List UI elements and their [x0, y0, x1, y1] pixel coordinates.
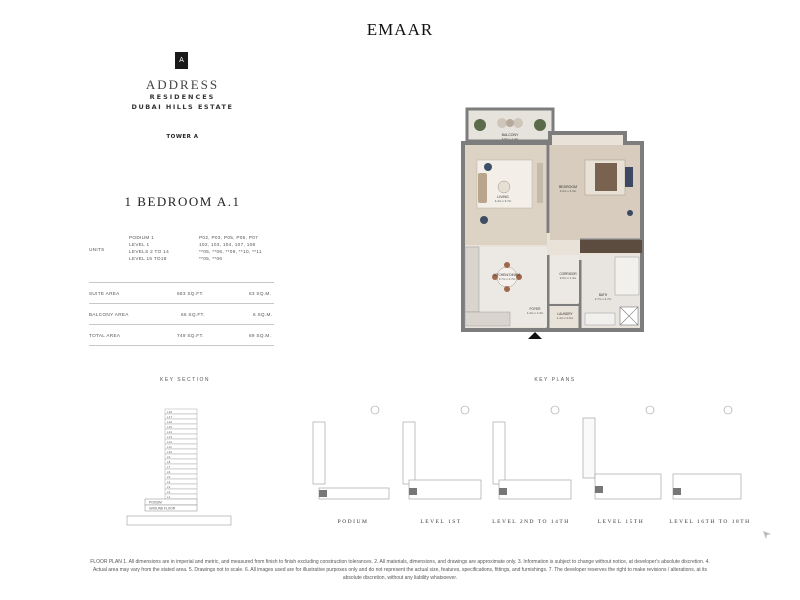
north-icon — [371, 406, 379, 414]
key-plan-label: LEVEL 1ST — [420, 519, 462, 525]
floor-label: L15 — [167, 424, 173, 429]
key-plan-label: LEVEL 2ND TO 14TH — [492, 519, 570, 525]
tv-unit — [537, 163, 543, 203]
balcony-chairs-icon — [497, 118, 523, 128]
bedroom-dims: 4.0m x 4.3m — [559, 189, 577, 193]
key-plan-label: PODIUM — [337, 519, 369, 525]
area-sqft: 683 SQ.FT. — [177, 291, 204, 296]
area-sqm: 63 SQ.M. — [249, 291, 272, 296]
area-row-total — [89, 332, 274, 339]
shower-icon — [615, 257, 639, 295]
divider — [89, 303, 274, 304]
unit-number-row: **05, **06 — [199, 256, 223, 261]
floor-label: L6 — [167, 469, 171, 474]
unit-level: LEVEL 1 — [129, 242, 150, 247]
floor-label: L1 — [167, 494, 171, 499]
floor-label: L18 — [167, 409, 173, 414]
divider — [89, 282, 274, 283]
area-label: TOTAL AREA — [89, 333, 121, 338]
key-section-diagram — [125, 405, 235, 527]
area-sqm: 6 SQ.M. — [253, 312, 273, 317]
area-sqft: 749 SQ.FT. — [177, 333, 204, 338]
armchair-icon — [484, 163, 492, 171]
floor-label: L7 — [167, 464, 171, 469]
area-label: BALCONY AREA — [89, 312, 129, 317]
wardrobe — [580, 240, 642, 253]
highlight-unit — [319, 490, 327, 497]
living-label: LIVING — [497, 195, 509, 199]
floor-plan — [455, 105, 650, 345]
floor-label: L11 — [167, 444, 172, 449]
living-dims: 4.4m x 3.7m — [494, 199, 512, 203]
floor-label: L8 — [167, 459, 171, 464]
key-plan-label: LEVEL 16TH TO 18TH — [669, 519, 751, 525]
unit-numbers — [199, 234, 262, 262]
stool-icon — [627, 210, 633, 216]
bath-label: BATH — [598, 293, 608, 297]
unit-title: 1 BEDROOM A.1 — [124, 194, 241, 209]
balcony-label: BALCONY — [501, 133, 519, 137]
foyer-dims: 1.4m x 1.3m — [526, 311, 544, 315]
highlight-unit — [673, 488, 681, 495]
project-name: ADDRESS — [145, 77, 220, 92]
kitchen-label: KITCHEN/ DINING — [493, 273, 521, 277]
kitchen-counter-bottom — [465, 312, 510, 326]
address-logo-icon: A — [175, 52, 188, 69]
unit-level: PODIUM 1 — [129, 235, 155, 240]
laundry-label: LAUNDRY — [557, 312, 573, 316]
unit-level: LEVELS 2 TO 14 — [129, 249, 169, 254]
balcony-dims: 6.8m x 1.4m — [501, 137, 519, 141]
floor-label: L5 — [167, 474, 171, 479]
tower-label: TOWER A — [166, 134, 199, 140]
area-sqft: 66 SQ.FT. — [181, 312, 205, 317]
floor-label: L9 — [167, 454, 171, 459]
bed-throw — [595, 163, 617, 191]
coffee-table-icon — [498, 181, 510, 193]
bath-dims: 2.7m x 2.7m — [594, 297, 612, 301]
floor-label: L13 — [167, 434, 173, 439]
project-subtitle: RESIDENCES — [149, 93, 216, 101]
vanity-icon — [585, 313, 615, 325]
podium-label: PODIUM — [149, 500, 162, 505]
unit-level: LEVEL 15 TO18 — [129, 256, 167, 261]
floor-label: L4 — [167, 479, 171, 484]
compass-icon — [760, 528, 774, 542]
divider — [89, 345, 274, 346]
area-row-suite — [89, 290, 274, 297]
floor-label: L2 — [167, 489, 171, 494]
unit-number-row: P02, P03, P05, P06, P07 — [199, 235, 259, 240]
key-plans-diagram — [305, 400, 765, 510]
area-row-balcony — [89, 311, 274, 318]
unit-number-row: **05, **06, **09, **10, **11 — [199, 249, 262, 254]
ground-base — [127, 516, 231, 525]
laundry-dims: 1.4m x 0.6m — [556, 316, 574, 320]
sofa-icon — [478, 173, 487, 203]
units-label: UNITS — [89, 247, 105, 252]
floor-label: L12 — [167, 439, 173, 444]
floor-label: L14 — [167, 429, 173, 434]
kitchen-counter — [465, 247, 479, 312]
area-sqm: 69 SQ.M. — [249, 333, 272, 338]
floor-label: L17 — [167, 414, 173, 419]
chair-icon — [480, 216, 488, 224]
corridor-label: CORRIDOR — [559, 272, 577, 276]
highlight-unit — [595, 486, 603, 493]
key-section-title: KEY SECTION — [159, 377, 211, 383]
highlight-unit — [409, 488, 417, 495]
kitchen-dims: 3.7m x 2.7m — [498, 277, 516, 281]
entry-arrow-icon — [528, 332, 542, 339]
key-plan-label: LEVEL 15TH — [597, 519, 645, 525]
unit-number-row: 102, 103, 104, 107, 108 — [199, 242, 256, 247]
ground-label: GROUND FLOOR — [149, 506, 176, 511]
bench-icon — [625, 167, 633, 187]
unit-levels — [129, 234, 169, 262]
foyer-label: FOYER — [529, 307, 541, 311]
key-plans-title: KEY PLANS — [534, 377, 576, 383]
floor-label: L3 — [167, 484, 171, 489]
project-location: DUBAI HILLS ESTATE — [131, 103, 234, 111]
highlight-unit — [499, 488, 507, 495]
divider — [89, 324, 274, 325]
corridor-dims: 2.5m x 1.4m — [559, 276, 577, 280]
floor-label: L16 — [167, 419, 173, 424]
disclaimer-text: FLOOR PLAN 1. All dimensions are in imperial and metric, and measured from finish to finish excluding construction tolerances. 2. All materials, dimensions, and drawings are approximate only. 3. Information is subject to change without notice, at developer's absolute discretion. 4. Actual area may vary from the stated area. 5. Drawings not to scale. 6. All images used are for illustrative purposes only and do not represent the actual size, features, specifications, fittings, and furnishings. 7. The developer reserves the right to make revisions / alterations, at its absolute discretion, without any liability whatsoever. — [90, 559, 710, 582]
bedroom-label: BEDROOM — [558, 185, 578, 189]
brand-logo: EMAAR — [366, 20, 434, 39]
floor-label: L10 — [167, 449, 173, 454]
area-label: SUITE AREA — [89, 291, 120, 296]
